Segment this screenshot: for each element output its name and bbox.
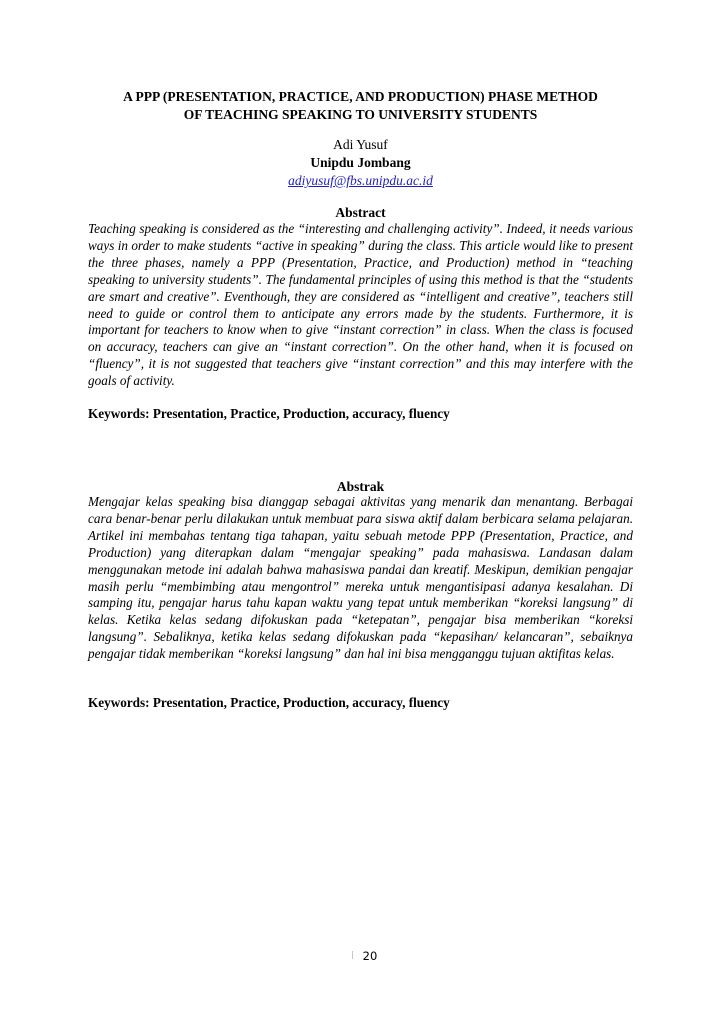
- author-affiliation: Unipdu Jombang: [310, 155, 411, 170]
- abstrak-body: Mengajar kelas speaking bisa dianggap sebagai aktivitas yang menarik dan menantang. Berbagai cara benar-benar perlu dilakukan untuk membuat para siswa aktif dalam berbicara selama pelajaran. Artikel ini membahas tentang tiga tahapan, yaitu sebuah metode PPP (Presentation, Practice, and Production) yang diterapkan dalam “mengajar speaking” pada mahasiswa. Landasan dalam menggunakan metode ini adalah bahwa mahasiswa pandai dan kreatif. Meskipun, demikian pengajar masih perlu “membimbing atau mengontrol” mereka untuk mengantisipasi adanya kesalahan. Di samping itu, pengajar harus tahu kapan waktu yang tepat untuk memberikan “koreksi langsung” di kelas. Ketika kelas sedang difokuskan pada “ketepatan”, pengajar bisa memberikan “koreksi langsung”. Sebaliknya, ketika kelas sedang difokuskan pada “kepasihan/ kelancaran”, sebaiknya pengajar tidak memberikan “koreksi langsung” dan hal ini bisa mengganggu tujuan aktifitas kelas.: [88, 494, 633, 662]
- abstrak-heading: Abstrak: [336, 479, 385, 494]
- author-email-link[interactable]: adiyusuf@fbs.unipdu.ac.id: [288, 173, 433, 188]
- paper-title-line-1: A PPP (PRESENTATION, PRACTICE, AND PRODUCTION) PHASE METHOD: [123, 89, 598, 104]
- paper-title: [88, 88, 633, 124]
- abstract-body: Teaching speaking is considered as the “interesting and challenging activity”. Indeed, it needs various ways in order to make students “active in speaking” during the class. This article would like to present the three phases, namely a PPP (Presentation, Practice, and Production) method in “teaching speaking to university students”. The fundamental principles of using this method is that the “students are smart and creative”. Eventhough, they are considered as “intelligent and creative”, teachers still need to guide or control them to anticipate any errors made by the students. Furthermore, it is important for teachers to know when to give “instant correction” in class. When the class is focused on accuracy, teachers can give an “instant correction”. On the other hand, when it is focused on “fluency”, it is not suggested that teachers give “instant correction” and this may interfere with the goals of activity.: [88, 221, 633, 389]
- page-number: 20: [362, 949, 378, 963]
- abstrak-keywords: Keywords: Presentation, Practice, Production, accuracy, fluency: [88, 695, 450, 710]
- paper-title-line-2: OF TEACHING SPEAKING TO UNIVERSITY STUDENTS: [183, 107, 538, 122]
- abstract-heading: Abstract: [335, 205, 386, 220]
- author-name: Adi Yusuf: [333, 137, 388, 152]
- abstract-keywords: Keywords: Presentation, Practice, Production, accuracy, fluency: [88, 406, 450, 421]
